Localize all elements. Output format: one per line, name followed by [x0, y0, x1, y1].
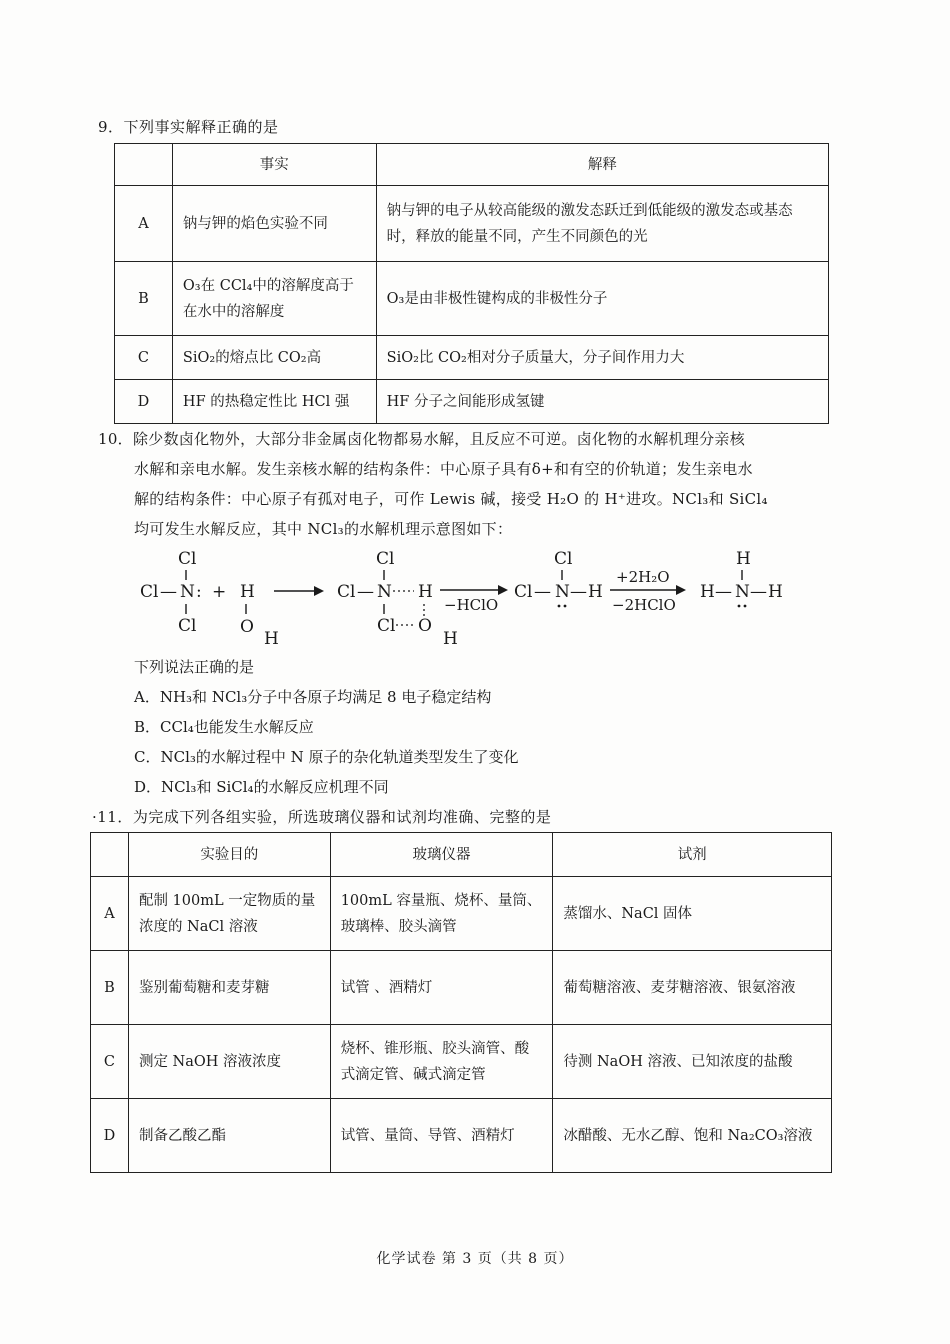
q9-header-fact: 事实: [172, 144, 376, 186]
atom-n: N: [735, 582, 750, 602]
reaction-arrow: [440, 585, 508, 614]
q9-title: 9．下列事实解释正确的是: [98, 118, 279, 136]
row-letter: A: [115, 186, 173, 262]
table-row: [115, 336, 829, 380]
bond: —: [750, 582, 767, 602]
reaction-arrow: [610, 568, 686, 614]
atom-cl: Cl: [554, 549, 573, 569]
nhcl2-molecule: [514, 549, 603, 607]
water-molecule: [240, 582, 279, 649]
table-row: [91, 877, 832, 951]
atom-cl: Cl: [337, 582, 356, 602]
atom-o: O: [418, 616, 432, 636]
glass-cell: 试管 、酒精灯: [330, 951, 553, 1025]
atom-n: N: [180, 582, 195, 602]
reagent-cell: 待测 NaOH 溶液、已知浓度的盐酸: [553, 1025, 832, 1099]
q11-header-glass: 玻璃仪器: [330, 833, 553, 877]
q10-line-1: 10．除少数卤化物外，大部分非金属卤化物都易水解，且反应不可逆。卤化物的水解机理分亲核: [98, 430, 745, 448]
lone-pair: :: [196, 582, 202, 602]
arrow-label-below: −2HClO: [612, 596, 676, 614]
bond: —: [534, 582, 551, 602]
atom-h: H: [443, 629, 458, 649]
q10-option-a: A．NH₃和 NCl₃分子中各原子均满足 8 电子稳定结构: [134, 688, 492, 706]
fact-cell: 钠与钾的焰色实验不同: [172, 186, 376, 262]
q11-header-blank: [91, 833, 129, 877]
reagent-cell: 冰醋酸、无水乙醇、饱和 Na₂CO₃溶液: [553, 1099, 832, 1173]
table-row: [91, 1025, 832, 1099]
intermediate-complex: [337, 549, 458, 649]
q9-header-row: [115, 144, 829, 186]
row-letter: D: [115, 380, 173, 424]
atom-cl: Cl: [178, 549, 197, 569]
ncl3-hydrolysis-scheme: [0, 540, 950, 655]
atom-cl: Cl: [140, 582, 159, 602]
q10-option-c: C．NCl₃的水解过程中 N 原子的杂化轨道类型发生了变化: [134, 748, 519, 766]
nh3-molecule: [700, 549, 783, 607]
glass-cell: 烧杯、锥形瓶、胶头滴管、酸式滴定管、碱式滴定管: [330, 1025, 553, 1099]
explain-cell: SiO₂比 CO₂相对分子质量大，分子间作用力大: [376, 336, 828, 380]
fact-cell: O₃在 CCl₄中的溶解度高于在水中的溶解度: [172, 262, 376, 336]
arrow-label-below: −HClO: [444, 596, 499, 614]
bond: —: [357, 582, 374, 602]
q10-line-4: 均可发生水解反应，其中 NCl₃的水解机理示意图如下：: [134, 520, 513, 538]
explain-cell: O₃是由非极性键构成的非极性分子: [376, 262, 828, 336]
atom-cl: Cl: [514, 582, 533, 602]
atom-h: H: [736, 549, 751, 569]
q10-option-b: B．CCl₄也能发生水解反应: [134, 718, 314, 736]
goal-cell: 测定 NaOH 溶液浓度: [128, 1025, 330, 1099]
q11-header-row: [91, 833, 832, 877]
q9-header-blank: [115, 144, 173, 186]
explain-cell: 钠与钾的电子从较高能级的激发态跃迁到低能级的激发态或基态时，释放的能量不同，产生不同颜色的光: [376, 186, 828, 262]
goal-cell: 配制 100mL 一定物质的量浓度的 NaCl 溶液: [128, 877, 330, 951]
bond: —: [715, 582, 732, 602]
reagent-cell: 葡萄糖溶液、麦芽糖溶液、银氨溶液: [553, 951, 832, 1025]
explain-cell: HF 分子之间能形成氢键: [376, 380, 828, 424]
atom-cl: Cl: [376, 549, 395, 569]
q11-table: [90, 832, 832, 1173]
arrow-label-above: +2H₂O: [616, 568, 670, 586]
atom-n: N: [555, 582, 570, 602]
reagent-cell: 蒸馏水、NaCl 固体: [553, 877, 832, 951]
q9-table: [114, 143, 829, 424]
row-letter: C: [91, 1025, 129, 1099]
atom-h: H: [418, 582, 433, 602]
atom-cl: Cl: [178, 616, 197, 636]
plus-sign: +: [212, 582, 227, 602]
table-row: [115, 262, 829, 336]
row-letter: D: [91, 1099, 129, 1173]
table-row: [115, 380, 829, 424]
row-letter: C: [115, 336, 173, 380]
atom-cl: Cl: [377, 616, 396, 636]
row-letter: B: [91, 951, 129, 1025]
q10-option-d: D．NCl₃和 SiCl₄的水解反应机理不同: [134, 778, 389, 796]
atom-h: H: [588, 582, 603, 602]
table-row: [115, 186, 829, 262]
q10-line-3: 解的结构条件：中心原子有孤对电子，可作 Lewis 碱，接受 H₂O 的 H⁺进攻。NCl₃和 SiCl₄: [134, 490, 768, 508]
reaction-arrow: [274, 586, 324, 596]
atom-o: O: [240, 617, 254, 637]
atom-n: N: [377, 582, 392, 602]
atom-h: H: [240, 582, 255, 602]
atom-h: H: [768, 582, 783, 602]
row-letter: B: [115, 262, 173, 336]
q10-ask: 下列说法正确的是: [134, 658, 255, 676]
bond: —: [570, 582, 587, 602]
glass-cell: 试管、量筒、导管、酒精灯: [330, 1099, 553, 1173]
goal-cell: 制备乙酸乙酯: [128, 1099, 330, 1173]
atom-h: H: [700, 582, 715, 602]
table-row: [91, 951, 832, 1025]
fact-cell: HF 的热稳定性比 HCl 强: [172, 380, 376, 424]
q11-header-goal: 实验目的: [128, 833, 330, 877]
goal-cell: 鉴别葡萄糖和麦芽糖: [128, 951, 330, 1025]
fact-cell: SiO₂的熔点比 CO₂高: [172, 336, 376, 380]
q11-header-reagent: 试剂: [553, 833, 832, 877]
glass-cell: 100mL 容量瓶、烧杯、量筒、玻璃棒、胶头滴管: [330, 877, 553, 951]
row-letter: A: [91, 877, 129, 951]
bond: —: [160, 582, 177, 602]
page-footer: 化学试卷 第 3 页（共 8 页）: [376, 1251, 574, 1267]
q9-header-explain: 解释: [376, 144, 828, 186]
atom-h: H: [264, 629, 279, 649]
q11-title: ·11．为完成下列各组实验，所选玻璃仪器和试剂均准确、完整的是: [92, 808, 552, 826]
q10-line-2: 水解和亲电水解。发生亲核水解的结构条件：中心原子具有δ+和有空的价轨道；发生亲电水: [134, 460, 753, 478]
table-row: [91, 1099, 832, 1173]
ncl3-molecule: [140, 549, 202, 636]
